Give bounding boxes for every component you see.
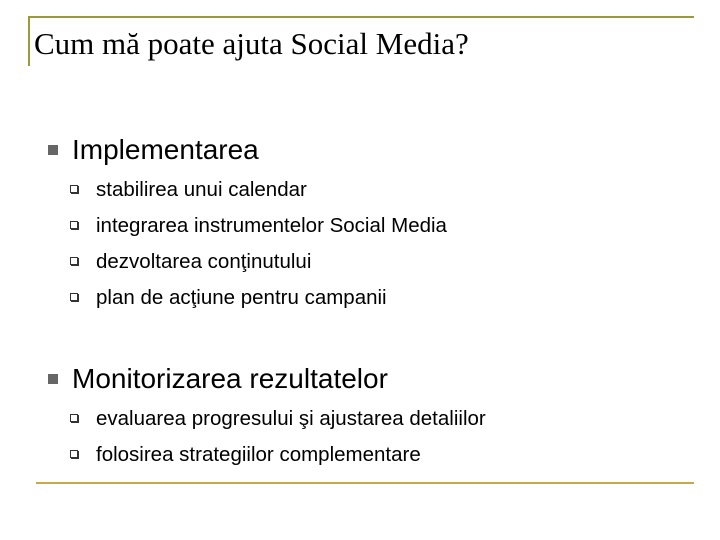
list-item [36, 212, 676, 240]
section-heading-implementarea [36, 134, 676, 166]
section-heading-label: Monitorizarea rezultatelor [72, 363, 388, 394]
list-item [36, 441, 676, 469]
hollow-square-bullet-icon [70, 414, 78, 422]
list-item-label: stabilirea unui calendar [96, 178, 307, 201]
hollow-square-bullet-icon [70, 185, 78, 193]
list-item [36, 284, 676, 312]
list-item-label: evaluarea progresului şi ajustarea detaliilor [96, 407, 486, 430]
list-item [36, 248, 676, 276]
hollow-square-bullet-icon [70, 221, 78, 229]
square-bullet-icon [48, 145, 58, 155]
bottom-rule [36, 482, 694, 484]
list-item-label: dezvoltarea conţinutului [96, 250, 312, 273]
title-frame-left-line [28, 16, 30, 66]
square-bullet-icon [48, 374, 58, 384]
hollow-square-bullet-icon [70, 293, 78, 301]
section-heading-monitorizarea [36, 363, 676, 395]
list-item-label: folosirea strategiilor complementare [96, 443, 421, 466]
list-item-label: integrarea instrumentelor Social Media [96, 214, 447, 237]
title-frame-top-line [28, 16, 694, 18]
hollow-square-bullet-icon [70, 450, 78, 458]
list-item [36, 405, 676, 433]
hollow-square-bullet-icon [70, 257, 78, 265]
list-item [36, 176, 676, 204]
slide-title: Cum mă poate ajuta Social Media? [34, 26, 469, 61]
list-item-label: plan de acţiune pentru campanii [96, 286, 387, 309]
section-heading-label: Implementarea [72, 134, 259, 165]
